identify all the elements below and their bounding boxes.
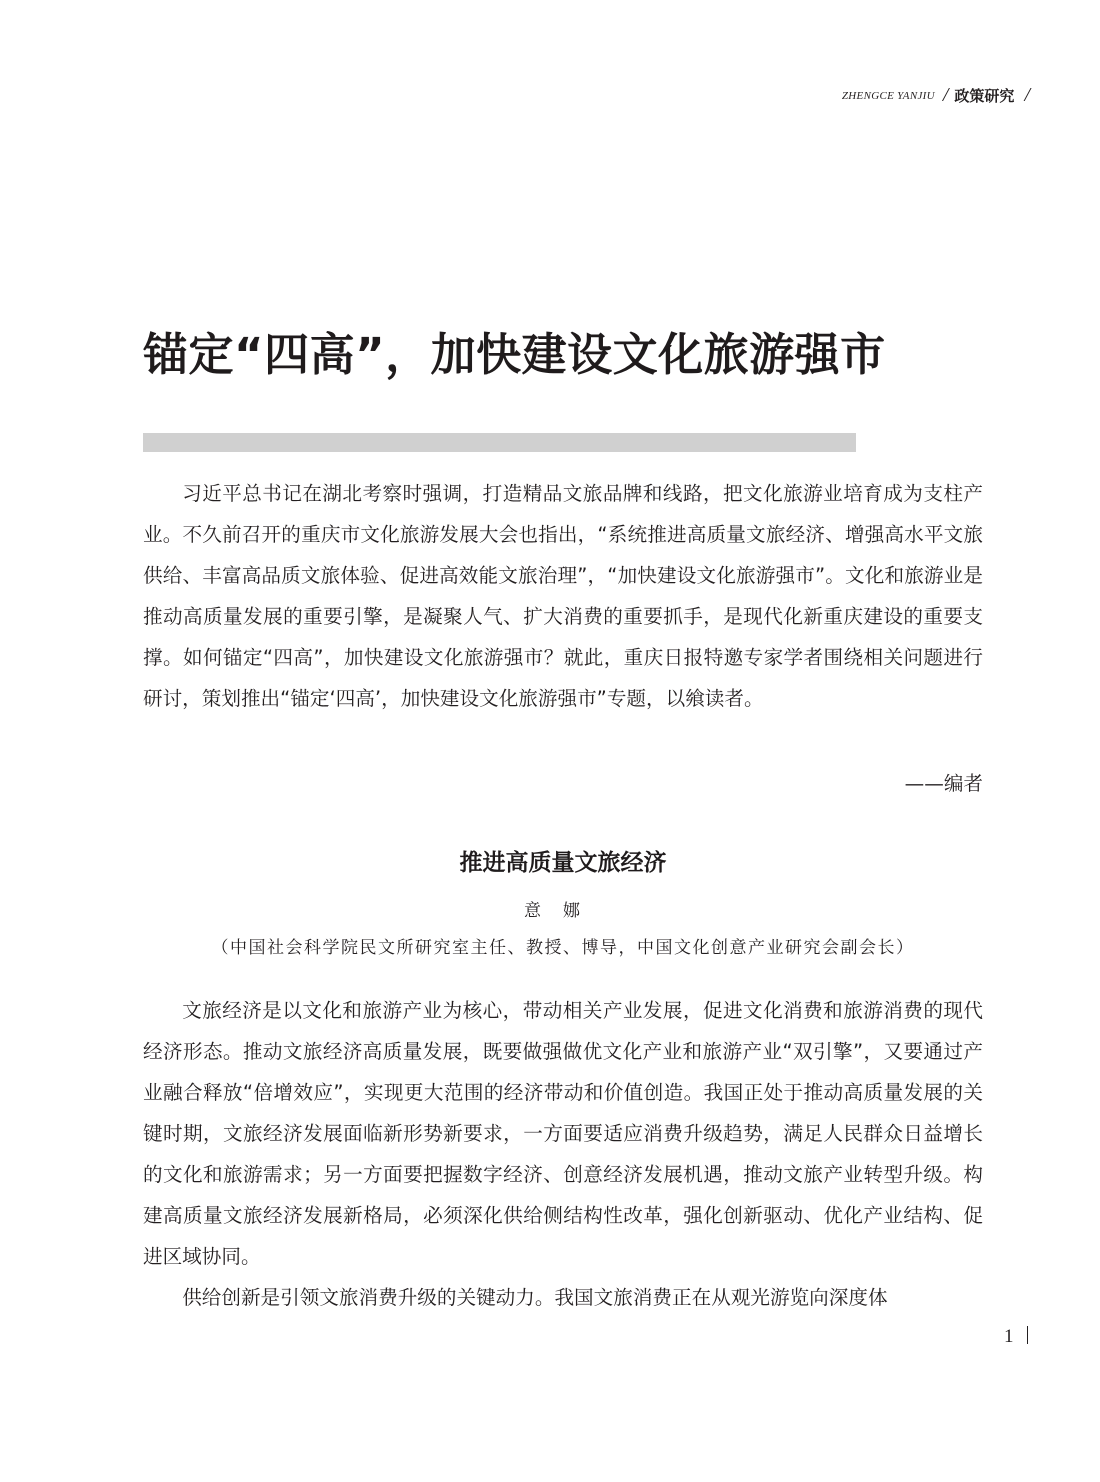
- section-heading: 推进高质量文旅经济: [459, 849, 667, 876]
- intro-paragraph: 习近平总书记在湖北考察时强调，打造精品文旅品牌和线路，把文化旅游业培育成为支柱产业。不久前召开的重庆市文化旅游发展大会也指出，“系统推进高质量文旅经济、增强高水平文旅供给、丰富高品质文旅体验、促进高效能文旅治理”，“加快建设文化旅游强市”。文化和旅游业是推动高质量发展的重要引擎，是凝聚人气、扩大消费的重要抓手，是现代化新重庆建设的重要支撑。如何锚定“四高”，加快建设文化旅游强市？就此，重庆日报特邀专家学者围绕相关问题进行研讨，策划推出“锚定‘四高’，加快建设文化旅游强市”专题，以飨读者。: [143, 482, 983, 710]
- article-title: 锚定“四高”，加快建设文化旅游强市: [143, 328, 886, 381]
- divider-slash: /: [1024, 84, 1030, 106]
- editor-signature: ——编者: [904, 772, 983, 795]
- body-paragraph: 供给创新是引领文旅消费升级的关键动力。我国文旅消费正在从观光游览向深度体: [182, 1286, 888, 1309]
- author-name: 意娜: [524, 901, 602, 921]
- body-paragraph: 文旅经济是以文化和旅游产业为核心，带动相关产业发展，促进文化消费和旅游消费的现代经济形态。推动文旅经济高质量发展，既要做强做优文化产业和旅游产业“双引擎”，又要通过产业融合释放“倍增效应”，实现更大范围的经济带动和价值创造。我国正处于推动高质量发展的关键时期，文旅经济发展面临新形势新要求，一方面要适应消费升级趋势，满足人民群众日益增长的文化和旅游需求；另一方面要把握数字经济、创意经济发展机遇，推动文旅产业转型升级。构建高质量文旅经济发展新格局，必须深化供给侧结构性改革，强化创新驱动、优化产业结构、促进区域协同。: [143, 999, 983, 1268]
- section-name-english: ZHENGCE YANJIU: [841, 89, 935, 102]
- page-number-divider: [1027, 1326, 1028, 1344]
- running-header: [842, 84, 1030, 107]
- page-number: 1: [1004, 1326, 1014, 1347]
- divider-slash: /: [942, 84, 949, 106]
- section-name-chinese: 政策研究: [954, 87, 1015, 105]
- title-divider-bar: [143, 433, 856, 452]
- author-affiliation: （中国社会科学院民文所研究室主任、教授、博导，中国文化创意产业研究会副会长）: [211, 938, 915, 958]
